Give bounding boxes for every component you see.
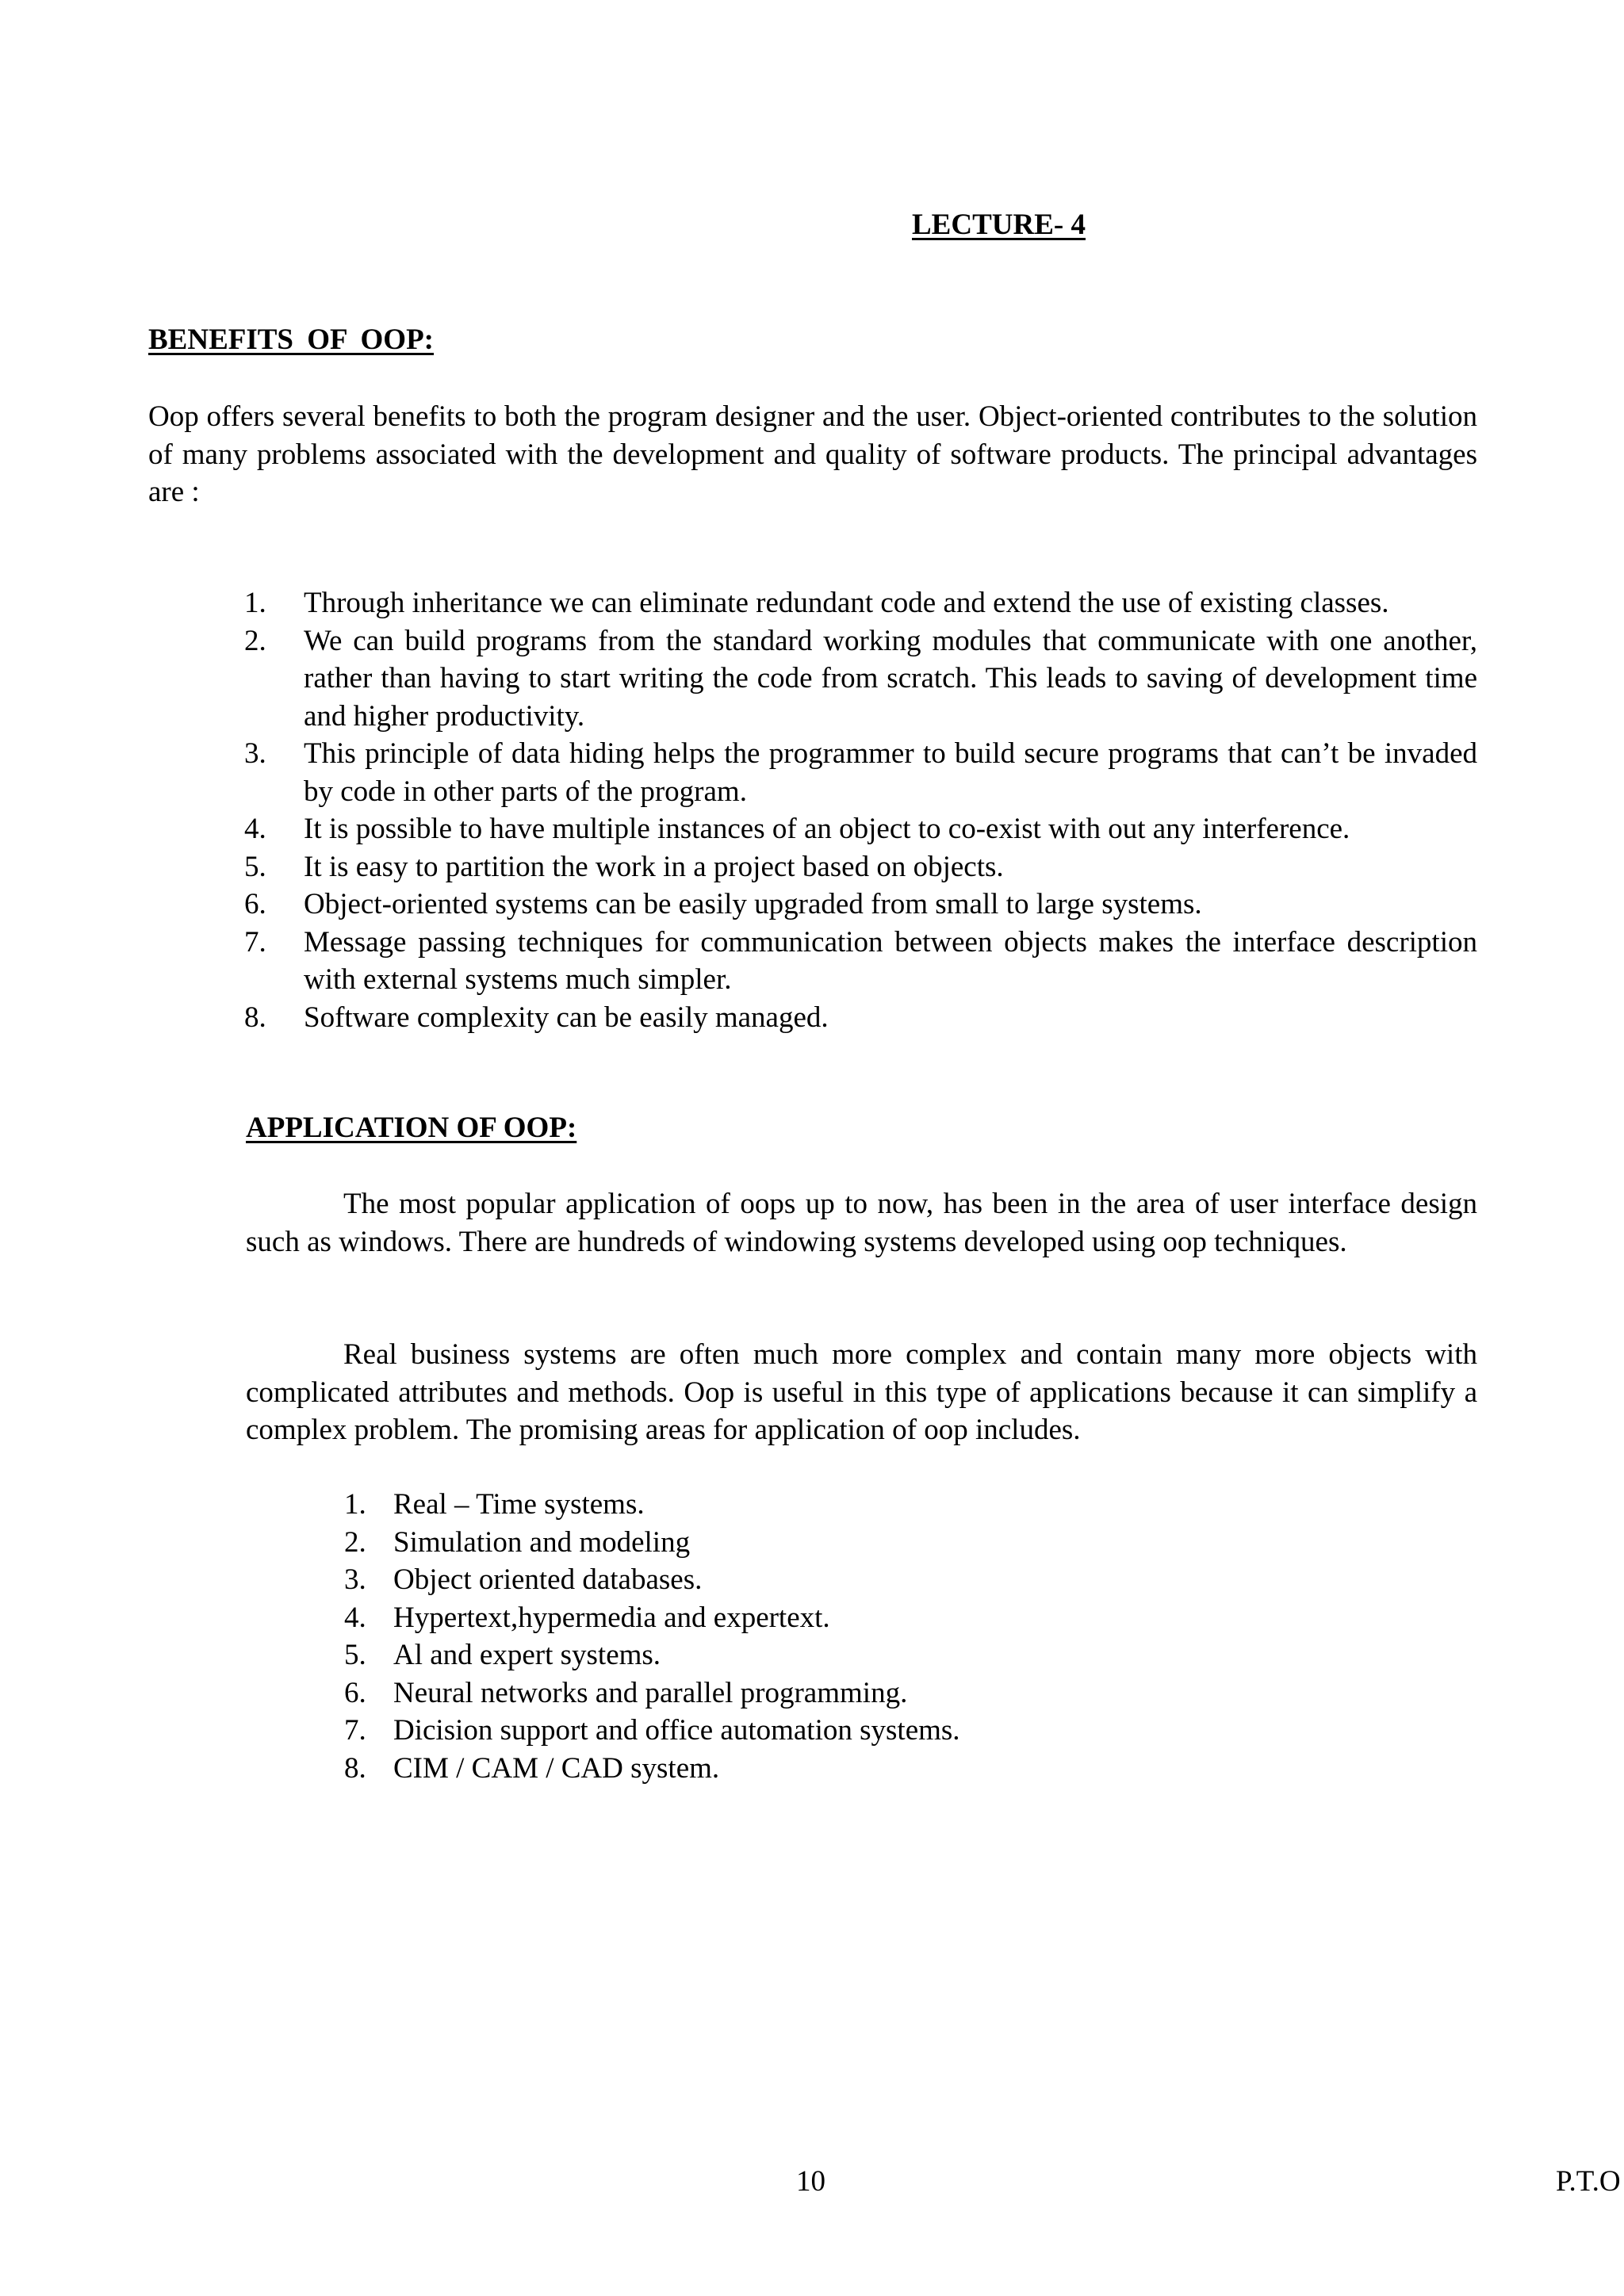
application-text: Hypertext,hypermedia and expertext.: [393, 1601, 830, 1634]
benefit-text: Message passing techniques for communication between objects makes the interface description with external systems much simpler.: [304, 925, 1477, 996]
page-number: 10: [796, 2165, 825, 2198]
application-item-5: [344, 1636, 1186, 1674]
list-number: 1.: [244, 587, 266, 619]
benefit-item-4: [244, 810, 1477, 848]
benefit-item-2: [244, 622, 1477, 736]
application-item-6: [344, 1674, 1186, 1712]
application-text: Neural networks and parallel programming.: [393, 1676, 908, 1709]
application-paragraph-1: The most popular application of oops up to now, has been in the area of user interface design such as windows. There are hundreds of windowing systems developed using oop techniques.: [246, 1188, 1477, 1258]
benefit-item-7: [244, 924, 1477, 999]
benefit-item-8: [244, 999, 1477, 1037]
benefit-item-1: [244, 584, 1477, 622]
benefit-item-3: [244, 735, 1477, 810]
application-text: Al and expert systems.: [393, 1639, 661, 1671]
intro-paragraph: Oop offers several benefits to both the program designer and the user. Object-oriented contributes to the solution of many problems associated with the development and quality of software products. The principal advantages are :: [148, 400, 1477, 508]
benefit-text: Software complexity can be easily managed.: [304, 1001, 829, 1034]
list-number: 8.: [344, 1751, 366, 1785]
list-number: 2.: [244, 624, 266, 657]
list-number: 2.: [344, 1525, 366, 1559]
list-number: 7.: [344, 1714, 366, 1747]
application-text: Dicision support and office automation systems.: [393, 1714, 960, 1747]
list-number: 6.: [244, 888, 266, 920]
list-number: 8.: [244, 1001, 266, 1034]
application-item-2: [344, 1524, 1186, 1562]
application-item-4: [344, 1599, 1186, 1637]
applications-list: [344, 1486, 1186, 1787]
application-text: Real – Time systems.: [393, 1488, 645, 1521]
list-number: 7.: [244, 925, 266, 959]
list-number: 1.: [344, 1488, 366, 1521]
benefit-text: It is possible to have multiple instances of an object to co-exist with out any interference.: [304, 813, 1350, 845]
application-text: Simulation and modeling: [393, 1525, 691, 1559]
benefit-text: This principle of data hiding helps the programmer to build secure programs that can’t be invaded by code in other parts of the program.: [304, 737, 1477, 808]
pto-label: P.T.O: [1556, 2165, 1621, 2198]
benefits-list: [244, 584, 1477, 1036]
application-text: CIM / CAM / CAD system.: [393, 1751, 720, 1785]
benefit-text: It is easy to partition the work in a project based on objects.: [304, 850, 1004, 883]
benefit-text: Through inheritance we can eliminate redundant code and extend the use of existing classes.: [304, 587, 1389, 619]
application-item-8: [344, 1750, 1186, 1788]
list-number: 3.: [244, 737, 266, 770]
lecture-title: LECTURE- 4: [912, 209, 1086, 241]
list-number: 3.: [344, 1563, 366, 1596]
benefit-item-5: [244, 848, 1477, 886]
application-heading: APPLICATION OF OOP:: [246, 1112, 577, 1144]
list-number: 4.: [344, 1601, 366, 1634]
application-item-3: [344, 1561, 1186, 1599]
benefit-item-6: [244, 886, 1477, 924]
benefit-text: Object-oriented systems can be easily upgraded from small to large systems.: [304, 888, 1202, 920]
list-number: 4.: [244, 813, 266, 845]
list-number: 5.: [244, 850, 266, 883]
application-paragraph-2: Real business systems are often much more complex and contain many more objects with complicated attributes and methods. Oop is useful in this type of applications because it can simplify a complex problem. The promising areas for application of oop includes.: [246, 1338, 1477, 1446]
benefits-heading: BENEFITS OF OOP:: [148, 323, 435, 356]
list-number: 6.: [344, 1676, 366, 1709]
application-text: Object oriented databases.: [393, 1563, 703, 1596]
application-item-7: [344, 1712, 1186, 1750]
benefit-text: We can build programs from the standard working modules that communicate with one another, rather than having to start writing the code from scratch. This leads to saving of development time and higher productivity.: [304, 624, 1477, 733]
list-number: 5.: [344, 1639, 366, 1671]
application-item-1: [344, 1486, 1186, 1524]
